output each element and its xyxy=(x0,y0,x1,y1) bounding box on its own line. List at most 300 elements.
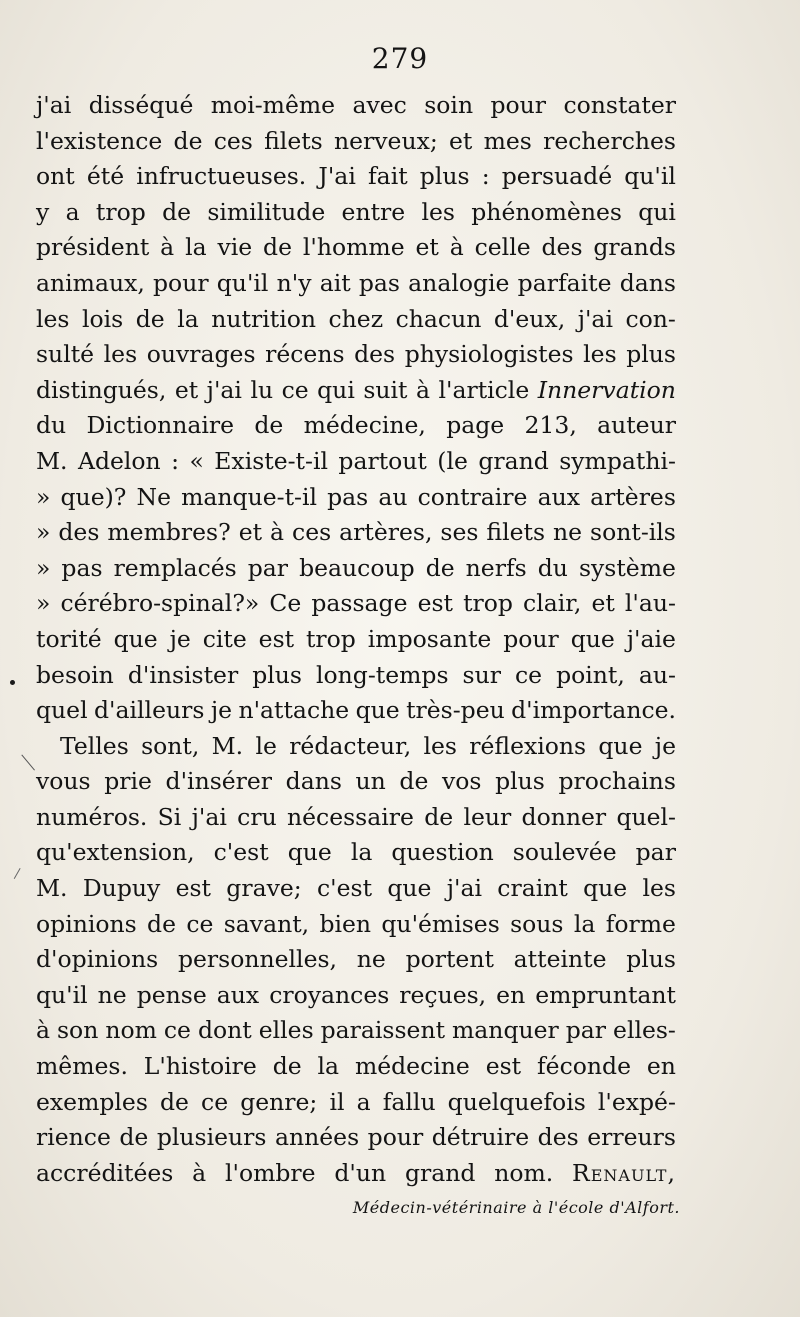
word: trop xyxy=(305,624,356,653)
text-line xyxy=(36,907,676,943)
word: grand xyxy=(404,1158,476,1187)
text-line xyxy=(36,159,676,195)
word: craint xyxy=(497,874,568,903)
word: ne xyxy=(356,945,386,974)
word: long-temps xyxy=(316,660,449,689)
word: le xyxy=(255,731,277,760)
word: les xyxy=(103,340,138,369)
word: c'est xyxy=(213,838,269,867)
word: page xyxy=(446,411,505,440)
word: vie xyxy=(217,233,253,262)
word: très-peu xyxy=(406,696,505,725)
word: d'opinions xyxy=(36,945,159,974)
word: pour xyxy=(367,1123,424,1152)
word: Ne xyxy=(136,482,171,511)
word: l'expé- xyxy=(597,1087,676,1116)
word: n'attache xyxy=(238,696,350,725)
word: recherches xyxy=(543,126,676,155)
word: l'article xyxy=(438,375,530,404)
text-line xyxy=(36,1049,676,1085)
word: artères, xyxy=(339,518,433,547)
text-line xyxy=(36,729,676,765)
word: imposante xyxy=(367,624,492,653)
text-line xyxy=(36,337,676,373)
word: filets xyxy=(264,126,323,155)
word: aux xyxy=(216,980,260,1009)
word: qu'il xyxy=(36,980,88,1009)
page-number: 279 xyxy=(371,42,429,75)
author-affiliation: Médecin-vétérinaire à l'école d'Alfort. xyxy=(352,1198,680,1217)
word: que xyxy=(570,624,615,653)
word: pour xyxy=(490,91,547,119)
word: sulté xyxy=(36,340,95,369)
word: grand xyxy=(478,446,549,475)
word: infructueuses. xyxy=(136,162,307,191)
word: les xyxy=(583,340,617,369)
word: opinions xyxy=(36,909,137,938)
word: grands xyxy=(593,233,676,262)
word: de xyxy=(254,411,284,440)
word: été xyxy=(86,162,125,191)
word: nom. xyxy=(494,1158,554,1187)
word: de xyxy=(162,197,192,226)
word: sur xyxy=(462,660,501,689)
word: quelquefois xyxy=(447,1087,586,1116)
word: aux xyxy=(537,482,580,511)
word: cérébro-spinal?» xyxy=(60,589,260,618)
body-text xyxy=(36,88,676,1191)
word: j'ai xyxy=(446,874,482,903)
word: auteur xyxy=(597,411,676,440)
word: plus xyxy=(495,767,545,796)
word: sympathi- xyxy=(559,446,676,475)
text-line xyxy=(36,444,676,480)
word: que)? xyxy=(60,482,127,511)
word: à xyxy=(36,1016,51,1045)
text-line xyxy=(36,515,676,551)
word: dans xyxy=(285,767,342,796)
word: erreurs xyxy=(587,1123,676,1152)
word: la xyxy=(317,1052,340,1081)
word: vous xyxy=(36,767,91,796)
word: l'au- xyxy=(624,589,676,618)
word: ce xyxy=(281,375,309,404)
text-line xyxy=(36,1156,676,1192)
word: des xyxy=(541,233,583,262)
word: L'histoire xyxy=(143,1052,257,1081)
word: persuadé xyxy=(501,162,613,191)
word: numéros. xyxy=(36,802,148,831)
word: ce xyxy=(201,1087,229,1116)
word: trop xyxy=(95,197,146,226)
word: sous xyxy=(510,909,564,938)
word: président xyxy=(36,233,150,262)
word: analogie xyxy=(408,268,510,297)
word: réflexions xyxy=(469,731,587,760)
word: donner xyxy=(521,802,607,831)
word: distingués, xyxy=(36,375,167,404)
word: à xyxy=(270,518,285,547)
word: grave; xyxy=(226,874,302,903)
text-line xyxy=(36,1085,676,1121)
text-line xyxy=(36,871,676,907)
word: du xyxy=(537,553,568,582)
text-line xyxy=(36,124,676,160)
word: Telles xyxy=(60,731,129,760)
word: clair, xyxy=(523,589,582,618)
word: je xyxy=(654,731,676,760)
word: années xyxy=(274,1123,360,1152)
word: est xyxy=(417,589,453,618)
word: cite xyxy=(202,624,247,653)
word: Existe-t-il xyxy=(214,446,328,475)
word: l'existence xyxy=(36,126,163,155)
word: les xyxy=(421,197,455,226)
word: l'ombre xyxy=(224,1158,316,1187)
text-line xyxy=(36,942,676,978)
word: Dupuy xyxy=(82,874,161,903)
word: par xyxy=(247,553,289,582)
word: j'ai xyxy=(36,91,72,119)
word: ne xyxy=(553,518,583,547)
word: à xyxy=(415,375,430,404)
word: : xyxy=(171,446,180,475)
word: d'insister xyxy=(127,660,239,689)
word: des xyxy=(58,518,100,547)
word: partout xyxy=(338,446,427,475)
word: con- xyxy=(625,304,676,333)
word: pour xyxy=(503,624,559,653)
word: j'ai xyxy=(191,802,227,831)
word: accréditées xyxy=(36,1158,174,1187)
word: pas xyxy=(61,553,103,582)
word: portent xyxy=(405,945,494,974)
word: mes xyxy=(483,126,532,155)
word: « xyxy=(189,446,204,475)
word: soulevée xyxy=(512,838,617,867)
word: la xyxy=(350,838,373,867)
word: pas xyxy=(358,268,400,297)
word: nom xyxy=(105,1016,157,1045)
word: chez xyxy=(328,304,384,333)
text-line xyxy=(36,230,676,266)
word: : xyxy=(481,162,490,191)
word: qu'extension, xyxy=(36,838,195,867)
word: qui xyxy=(317,375,355,404)
word: qu'il xyxy=(624,162,676,191)
word: féconde xyxy=(536,1052,631,1081)
word: entre xyxy=(341,197,406,226)
word: empruntant xyxy=(535,980,676,1009)
word: par xyxy=(635,838,676,867)
word: (le xyxy=(437,446,468,475)
word: fallu xyxy=(382,1087,436,1116)
word: est xyxy=(485,1052,522,1081)
word: médecine xyxy=(354,1052,470,1081)
word: lu xyxy=(250,375,274,404)
word: au- xyxy=(638,660,676,689)
word: M. xyxy=(211,731,244,760)
word: bien xyxy=(319,909,372,938)
word: à xyxy=(192,1158,207,1187)
word: pas xyxy=(327,482,369,511)
word: de xyxy=(147,909,176,938)
word: Innervation xyxy=(537,375,676,404)
word: il xyxy=(329,1087,345,1116)
word: exemples xyxy=(36,1087,148,1116)
word: de xyxy=(272,1052,302,1081)
word: ses xyxy=(440,518,479,547)
word: ont xyxy=(36,162,75,191)
text-line xyxy=(36,764,676,800)
word: qu'il xyxy=(216,268,269,297)
word: prie xyxy=(104,767,152,796)
text-line xyxy=(36,551,676,587)
text-line xyxy=(36,693,676,729)
word: je xyxy=(169,624,191,653)
word: Adelon xyxy=(77,446,161,475)
word: nutrition xyxy=(211,304,316,333)
word: J'ai xyxy=(318,162,356,191)
word: » xyxy=(36,518,51,547)
word: artères xyxy=(590,482,676,511)
word: de xyxy=(399,767,429,796)
word: leur xyxy=(463,802,512,831)
word: que xyxy=(355,696,400,725)
word: y xyxy=(36,197,50,226)
text-line xyxy=(36,658,676,694)
word: d'ailleurs xyxy=(94,696,205,725)
word: n'y xyxy=(276,268,312,297)
text-line xyxy=(36,1120,676,1156)
word: filets xyxy=(486,518,546,547)
word: de xyxy=(424,802,454,831)
word: est xyxy=(258,624,295,653)
word: paraissent xyxy=(320,1016,446,1045)
text-line xyxy=(36,1013,676,1049)
word: lois xyxy=(82,304,124,333)
word: trop xyxy=(463,589,513,618)
word: parfaite xyxy=(517,268,612,297)
word: manquer xyxy=(452,1016,559,1045)
word: moi-même xyxy=(210,91,336,119)
word: animaux, xyxy=(36,268,145,297)
word: suit xyxy=(363,375,408,404)
word: la xyxy=(185,233,207,262)
word: de xyxy=(135,304,165,333)
word: un xyxy=(355,767,386,796)
text-line xyxy=(36,408,676,444)
word: 213, xyxy=(524,411,577,440)
word: l'homme xyxy=(302,233,405,262)
word: d'eux, xyxy=(493,304,566,333)
word: M. xyxy=(36,874,68,903)
text-line xyxy=(36,266,676,302)
word: médecine, xyxy=(303,411,426,440)
word: par xyxy=(565,1016,607,1045)
word: de xyxy=(119,1123,149,1152)
word: j'ai xyxy=(577,304,613,333)
word: ces xyxy=(292,518,332,547)
word: mêmes. xyxy=(36,1052,128,1081)
word: plus xyxy=(626,340,676,369)
word: son xyxy=(57,1016,99,1045)
word: atteinte xyxy=(513,945,607,974)
word: physiologistes xyxy=(404,340,574,369)
word: a xyxy=(356,1087,371,1116)
word: la xyxy=(573,909,596,938)
word: est xyxy=(175,874,211,903)
word: elles- xyxy=(613,1016,676,1045)
word: récens xyxy=(265,340,345,369)
word: les xyxy=(423,731,457,760)
word: du xyxy=(36,411,67,440)
word: » xyxy=(36,553,51,582)
word: de xyxy=(425,553,455,582)
word: ces xyxy=(213,126,253,155)
word: remplacés xyxy=(113,553,237,582)
text-line xyxy=(36,835,676,871)
word: ne xyxy=(97,980,127,1009)
word: plus xyxy=(252,660,302,689)
word: d'un xyxy=(334,1158,387,1187)
word: j'aie xyxy=(626,624,676,653)
word: disséqué xyxy=(88,91,194,119)
word: dans xyxy=(619,268,676,297)
word: Dictionnaire xyxy=(86,411,235,440)
word: et xyxy=(415,233,439,262)
word: personnelles, xyxy=(177,945,338,974)
word: croyances xyxy=(269,980,390,1009)
word: prochains xyxy=(558,767,676,796)
word: constater xyxy=(563,91,676,119)
word: ce xyxy=(163,1016,191,1045)
word: Ce xyxy=(269,589,302,618)
word: nécessaire xyxy=(287,802,414,831)
word: système xyxy=(578,553,676,582)
word: d'importance. xyxy=(511,696,676,725)
word: vos xyxy=(441,767,482,796)
word: torité xyxy=(36,624,102,653)
word: en xyxy=(646,1052,676,1081)
word: phénomènes xyxy=(471,197,622,226)
word: soin xyxy=(424,91,474,119)
word: que xyxy=(113,624,158,653)
word: forme xyxy=(605,909,676,938)
word: que xyxy=(583,874,628,903)
word: Si xyxy=(157,802,182,831)
word: sont-ils xyxy=(590,518,676,547)
word: plus xyxy=(419,162,470,191)
word: sont, xyxy=(141,731,200,760)
word: » xyxy=(36,482,51,511)
word: avec xyxy=(352,91,407,119)
word: ce xyxy=(186,909,214,938)
text-line xyxy=(36,88,676,124)
word: que xyxy=(387,874,432,903)
word: à xyxy=(449,233,464,262)
word: c'est xyxy=(316,874,373,903)
word: M. xyxy=(36,446,68,475)
text-line xyxy=(36,302,676,338)
word: pour xyxy=(153,268,209,297)
word: pense xyxy=(136,980,207,1009)
word: fait xyxy=(367,162,408,191)
word: ouvrages xyxy=(146,340,256,369)
word: point, xyxy=(556,660,625,689)
word: les xyxy=(36,304,70,333)
word: la xyxy=(177,304,199,333)
author-signature: Renault, xyxy=(572,1158,676,1187)
word: ait xyxy=(319,268,351,297)
word: et xyxy=(591,589,615,618)
word: au xyxy=(378,482,408,511)
word: nerfs xyxy=(465,553,527,582)
margin-dot xyxy=(10,680,15,685)
text-line xyxy=(36,586,676,622)
word: et xyxy=(449,126,473,155)
word: à xyxy=(160,233,175,262)
text-line xyxy=(36,480,676,516)
text-line xyxy=(36,800,676,836)
word: d'insérer xyxy=(165,767,273,796)
word: reçues, xyxy=(399,980,487,1009)
word: quel- xyxy=(616,802,676,831)
word: de xyxy=(173,126,203,155)
text-line xyxy=(36,622,676,658)
text-line xyxy=(36,373,676,409)
word: chacun xyxy=(395,304,482,333)
word: rience xyxy=(36,1123,111,1152)
word: celle xyxy=(474,233,531,262)
word: membres? xyxy=(107,518,231,547)
word: des xyxy=(354,340,396,369)
word: plus xyxy=(626,945,676,974)
word: de xyxy=(159,1087,189,1116)
word: contraire xyxy=(417,482,528,511)
word: cru xyxy=(237,802,277,831)
word: qui xyxy=(638,197,676,226)
text-line xyxy=(36,195,676,231)
word: je xyxy=(210,696,233,725)
word: nerveux; xyxy=(333,126,438,155)
word: et xyxy=(238,518,263,547)
word: plusieurs xyxy=(156,1123,267,1152)
word: similitude xyxy=(207,197,326,226)
word: et xyxy=(174,375,199,404)
word: » xyxy=(36,589,51,618)
word: a xyxy=(65,197,80,226)
word: que xyxy=(287,838,332,867)
word: quel xyxy=(36,696,88,725)
word: dont xyxy=(197,1016,252,1045)
word: manque-t-il xyxy=(181,482,317,511)
word: savant, xyxy=(223,909,310,938)
word: de xyxy=(263,233,292,262)
word: les xyxy=(642,874,676,903)
text-line xyxy=(36,978,676,1014)
word: question xyxy=(391,838,494,867)
word: elles xyxy=(258,1016,314,1045)
word: qu'émises xyxy=(381,909,500,938)
word: passage xyxy=(311,589,408,618)
word: ce xyxy=(515,660,543,689)
word: rédacteur, xyxy=(289,731,412,760)
word: des xyxy=(537,1123,579,1152)
word: en xyxy=(496,980,526,1009)
margin-mark xyxy=(14,868,30,884)
word: détruire xyxy=(431,1123,530,1152)
